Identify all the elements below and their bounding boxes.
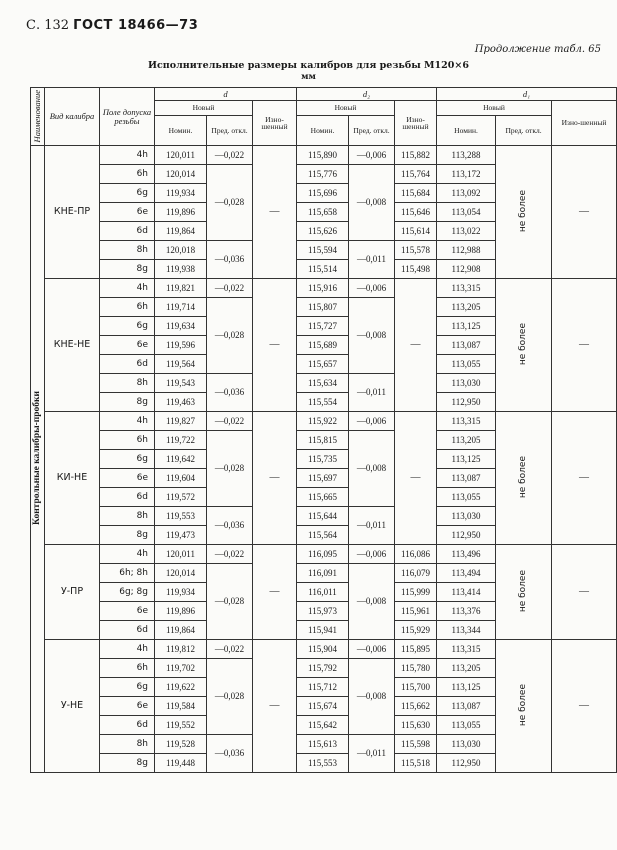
- d1-nominal-cell: 113,125: [437, 678, 496, 697]
- d2-nominal-cell: 116,095: [297, 545, 349, 564]
- tolerance-cell: 6h; 8h: [100, 564, 155, 583]
- tolerance-cell: 6h: [100, 165, 155, 184]
- tolerance-cell: 6d: [100, 716, 155, 735]
- tolerance-cell: 6d: [100, 222, 155, 241]
- d1-nominal-cell: 112,908: [437, 260, 496, 279]
- d1-nominal-cell: 113,496: [437, 545, 496, 564]
- d2-nominal-cell: 115,594: [297, 241, 349, 260]
- d1-limit-cell: не более: [496, 545, 552, 640]
- d2-worn-cell: 115,764: [395, 165, 437, 184]
- tolerance-cell: 4h: [100, 146, 155, 165]
- d-nominal-cell: 120,011: [155, 545, 207, 564]
- d2-nominal-cell: 115,634: [297, 374, 349, 393]
- d2-worn-cell: 115,578: [395, 241, 437, 260]
- d2-dev-cell: —0,008: [349, 165, 395, 241]
- d2-nominal-cell: 115,776: [297, 165, 349, 184]
- d2-nominal-cell: 115,665: [297, 488, 349, 507]
- d1-nominal-cell: 113,414: [437, 583, 496, 602]
- tolerance-cell: 6g: [100, 450, 155, 469]
- d-nominal-cell: 119,821: [155, 279, 207, 298]
- tolerance-cell: 8h: [100, 374, 155, 393]
- d2-dev-cell: —0,008: [349, 659, 395, 735]
- d1-worn-cell: —: [552, 146, 617, 279]
- d2-worn-cell: 115,961: [395, 602, 437, 621]
- d2-dev-cell: —0,008: [349, 431, 395, 507]
- d-worn-cell: —: [253, 412, 297, 545]
- d-nominal-cell: 120,014: [155, 564, 207, 583]
- d2-worn-cell: 115,882: [395, 146, 437, 165]
- col-gauge-type-header: Вид калибра: [45, 88, 100, 146]
- d1-limit-cell: не более: [496, 146, 552, 279]
- d2-dev-cell: —0,006: [349, 545, 395, 564]
- d1-worn-cell: —: [552, 640, 617, 773]
- d2-nominal-cell: 115,564: [297, 526, 349, 545]
- d-nominal-cell: 119,604: [155, 469, 207, 488]
- d1-nominal-cell: 113,022: [437, 222, 496, 241]
- d1-nominal-cell: 113,315: [437, 640, 496, 659]
- d1-nominal-cell: 113,087: [437, 336, 496, 355]
- d2-nominal-cell: 115,644: [297, 507, 349, 526]
- d1-nominal-cell: 113,315: [437, 279, 496, 298]
- d-nominal-cell: 119,896: [155, 203, 207, 222]
- d2-nominal-cell: 115,792: [297, 659, 349, 678]
- tolerance-cell: 6h: [100, 659, 155, 678]
- d2-nominal-cell: 115,514: [297, 260, 349, 279]
- d-nominal-cell: 119,934: [155, 184, 207, 203]
- d1-nominal-cell: 112,950: [437, 754, 496, 773]
- d2-nominal-cell: 115,904: [297, 640, 349, 659]
- d2-nominal-cell: 115,922: [297, 412, 349, 431]
- tolerance-cell: 4h: [100, 279, 155, 298]
- d1-limit-cell: не более: [496, 640, 552, 773]
- gauge-type-ki-ne: КИ-НЕ: [45, 412, 100, 545]
- d2-worn-cell: 115,895: [395, 640, 437, 659]
- d-dev-cell: —0,036: [207, 374, 253, 412]
- d1-limit-dev-header: Пред. откл.: [496, 116, 552, 146]
- col-d1-header: d₁: [437, 88, 617, 101]
- gauge-type-kne-ne: КНЕ-НЕ: [45, 279, 100, 412]
- d2-nominal-header: Номин.: [297, 116, 349, 146]
- d2-worn-header: Изно-шенный: [395, 101, 437, 146]
- d2-worn-cell: 115,630: [395, 716, 437, 735]
- d2-new-header: Новый: [297, 101, 395, 116]
- d2-nominal-cell: 115,941: [297, 621, 349, 640]
- d1-nominal-cell: 113,055: [437, 488, 496, 507]
- tolerance-cell: 8h: [100, 735, 155, 754]
- tolerance-cell: 6g: [100, 184, 155, 203]
- tolerance-cell: 6e: [100, 469, 155, 488]
- d2-dev-cell: —0,011: [349, 735, 395, 773]
- col-d2-header: d₂: [297, 88, 437, 101]
- tolerance-cell: 4h: [100, 545, 155, 564]
- d2-nominal-cell: 115,674: [297, 697, 349, 716]
- d-nominal-cell: 119,722: [155, 431, 207, 450]
- d1-nominal-cell: 113,125: [437, 450, 496, 469]
- d2-worn-cell: 116,086: [395, 545, 437, 564]
- d-dev-cell: —0,028: [207, 165, 253, 241]
- d-nominal-cell: 119,702: [155, 659, 207, 678]
- d1-nominal-cell: 113,205: [437, 431, 496, 450]
- d1-worn-header: Изно-шенный: [552, 101, 617, 146]
- d-limit-dev-header: Пред. откл.: [207, 116, 253, 146]
- d1-nominal-cell: 113,092: [437, 184, 496, 203]
- table-row: [31, 412, 617, 431]
- tolerance-cell: 8h: [100, 507, 155, 526]
- d-nominal-cell: 119,714: [155, 298, 207, 317]
- d-nominal-cell: 119,934: [155, 583, 207, 602]
- d-nominal-cell: 119,463: [155, 393, 207, 412]
- d2-nominal-cell: 115,658: [297, 203, 349, 222]
- d2-nominal-cell: 115,973: [297, 602, 349, 621]
- d1-nominal-cell: 113,030: [437, 374, 496, 393]
- d2-nominal-cell: 115,626: [297, 222, 349, 241]
- d-nominal-cell: 119,864: [155, 621, 207, 640]
- d2-dev-cell: —0,006: [349, 640, 395, 659]
- d-dev-cell: —0,022: [207, 545, 253, 564]
- d-nominal-cell: 119,634: [155, 317, 207, 336]
- d2-dev-cell: —0,011: [349, 241, 395, 279]
- d1-limit-cell: не более: [496, 412, 552, 545]
- d-new-header: Новый: [155, 101, 253, 116]
- d-nominal-cell: 119,812: [155, 640, 207, 659]
- d-dev-cell: —0,028: [207, 298, 253, 374]
- d2-dev-cell: —0,008: [349, 564, 395, 640]
- d-nominal-header: Номин.: [155, 116, 207, 146]
- d2-worn-cell: —: [395, 279, 437, 412]
- d2-dev-cell: —0,011: [349, 507, 395, 545]
- d2-nominal-cell: 115,553: [297, 754, 349, 773]
- d2-dev-cell: —0,006: [349, 279, 395, 298]
- tolerance-cell: 4h: [100, 412, 155, 431]
- d-worn-cell: —: [253, 146, 297, 279]
- d1-nominal-cell: 113,172: [437, 165, 496, 184]
- d2-worn-cell: —: [395, 412, 437, 545]
- d2-worn-cell: 115,598: [395, 735, 437, 754]
- d1-nominal-cell: 113,055: [437, 716, 496, 735]
- gauge-type-u-ne: У-НЕ: [45, 640, 100, 773]
- d2-worn-cell: 115,780: [395, 659, 437, 678]
- d-nominal-cell: 119,622: [155, 678, 207, 697]
- d2-dev-cell: —0,006: [349, 146, 395, 165]
- tolerance-cell: 6e: [100, 697, 155, 716]
- tolerance-cell: 6g: [100, 317, 155, 336]
- d1-nominal-cell: 113,205: [437, 659, 496, 678]
- d2-limit-dev-header: Пред. откл.: [349, 116, 395, 146]
- d1-nominal-cell: 113,030: [437, 735, 496, 754]
- table-body: [31, 146, 617, 773]
- d2-nominal-cell: 115,735: [297, 450, 349, 469]
- tolerance-cell: 6g; 8g: [100, 583, 155, 602]
- d2-nominal-cell: 116,011: [297, 583, 349, 602]
- d2-nominal-cell: 115,807: [297, 298, 349, 317]
- d1-worn-cell: —: [552, 545, 617, 640]
- d1-nominal-cell: 113,344: [437, 621, 496, 640]
- tolerance-cell: 6e: [100, 203, 155, 222]
- d-dev-cell: —0,022: [207, 279, 253, 298]
- table-continuation-note: Продолжение табл. 65: [474, 44, 601, 55]
- d2-nominal-cell: 115,642: [297, 716, 349, 735]
- gauge-type-kne-pr: КНЕ-ПР: [45, 146, 100, 279]
- d2-nominal-cell: 115,916: [297, 279, 349, 298]
- d-nominal-cell: 119,896: [155, 602, 207, 621]
- d-nominal-cell: 119,553: [155, 507, 207, 526]
- d2-worn-cell: 115,929: [395, 621, 437, 640]
- tolerance-cell: 8g: [100, 393, 155, 412]
- d2-worn-cell: 115,684: [395, 184, 437, 203]
- d1-new-header: Новый: [437, 101, 552, 116]
- tolerance-cell: 8g: [100, 260, 155, 279]
- page-header: [26, 18, 198, 33]
- d2-nominal-cell: 115,697: [297, 469, 349, 488]
- d1-nominal-cell: 112,950: [437, 526, 496, 545]
- d-dev-cell: —0,022: [207, 146, 253, 165]
- d-nominal-cell: 119,584: [155, 697, 207, 716]
- tolerance-cell: 8g: [100, 754, 155, 773]
- col-tolerance-header: Поле допуска резьбы: [100, 88, 155, 146]
- standard-code: ГОСТ 18466—73: [73, 18, 199, 33]
- d-nominal-cell: 119,448: [155, 754, 207, 773]
- d1-nominal-cell: 113,055: [437, 355, 496, 374]
- d1-nominal-cell: 112,988: [437, 241, 496, 260]
- table-row: [31, 640, 617, 659]
- tolerance-cell: 4h: [100, 640, 155, 659]
- d2-worn-cell: 115,614: [395, 222, 437, 241]
- d2-nominal-cell: 116,091: [297, 564, 349, 583]
- d1-worn-cell: —: [552, 279, 617, 412]
- d1-nominal-cell: 112,950: [437, 393, 496, 412]
- d-nominal-cell: 119,642: [155, 450, 207, 469]
- table-row: [31, 279, 617, 298]
- d-nominal-cell: 119,552: [155, 716, 207, 735]
- d1-nominal-cell: 113,125: [437, 317, 496, 336]
- d-nominal-cell: 120,018: [155, 241, 207, 260]
- d1-nominal-cell: 113,315: [437, 412, 496, 431]
- d1-nominal-cell: 113,288: [437, 146, 496, 165]
- d2-dev-cell: —0,008: [349, 298, 395, 374]
- table-row: [31, 545, 617, 564]
- d1-nominal-cell: 113,376: [437, 602, 496, 621]
- category-label: Контрольные калибры-пробки: [31, 146, 45, 773]
- tolerance-cell: 8g: [100, 526, 155, 545]
- page-number: С. 132: [26, 18, 70, 33]
- tolerance-cell: 6e: [100, 602, 155, 621]
- d2-nominal-cell: 115,890: [297, 146, 349, 165]
- d2-dev-cell: —0,006: [349, 412, 395, 431]
- tolerance-cell: 8h: [100, 241, 155, 260]
- d-nominal-cell: 120,014: [155, 165, 207, 184]
- tolerance-cell: 6d: [100, 488, 155, 507]
- d1-nominal-cell: 113,494: [437, 564, 496, 583]
- tolerance-cell: 6d: [100, 355, 155, 374]
- d1-nominal-cell: 113,087: [437, 469, 496, 488]
- d1-nominal-cell: 113,205: [437, 298, 496, 317]
- col-d-header: d: [155, 88, 297, 101]
- d2-nominal-cell: 115,712: [297, 678, 349, 697]
- d-nominal-cell: 119,864: [155, 222, 207, 241]
- d2-worn-cell: 115,662: [395, 697, 437, 716]
- d-worn-cell: —: [253, 545, 297, 640]
- d2-worn-cell: 116,079: [395, 564, 437, 583]
- table-title: Исполнительные размеры калибров для резьбы M120×6: [148, 60, 469, 71]
- d-nominal-cell: 119,564: [155, 355, 207, 374]
- d-nominal-cell: 119,543: [155, 374, 207, 393]
- d1-nominal-header: Номин.: [437, 116, 496, 146]
- d2-nominal-cell: 115,613: [297, 735, 349, 754]
- gauge-dimensions-table: [30, 87, 617, 773]
- tolerance-cell: 6e: [100, 336, 155, 355]
- d2-worn-cell: 115,498: [395, 260, 437, 279]
- tolerance-cell: 6h: [100, 431, 155, 450]
- gauge-type-u-pr: У-ПР: [45, 545, 100, 640]
- d2-nominal-cell: 115,696: [297, 184, 349, 203]
- d-nominal-cell: 119,938: [155, 260, 207, 279]
- d-dev-cell: —0,022: [207, 412, 253, 431]
- tolerance-cell: 6d: [100, 621, 155, 640]
- d2-nominal-cell: 115,727: [297, 317, 349, 336]
- table-unit: мм: [301, 72, 316, 82]
- d2-nominal-cell: 115,657: [297, 355, 349, 374]
- d-worn-cell: —: [253, 640, 297, 773]
- table-row: [31, 146, 617, 165]
- d-dev-cell: —0,022: [207, 640, 253, 659]
- d-nominal-cell: 119,528: [155, 735, 207, 754]
- d-nominal-cell: 119,572: [155, 488, 207, 507]
- d1-nominal-cell: 113,054: [437, 203, 496, 222]
- d1-limit-cell: не более: [496, 279, 552, 412]
- d2-dev-cell: —0,011: [349, 374, 395, 412]
- d-nominal-cell: 119,827: [155, 412, 207, 431]
- tolerance-cell: 6g: [100, 678, 155, 697]
- d2-nominal-cell: 115,815: [297, 431, 349, 450]
- d-worn-cell: —: [253, 279, 297, 412]
- d-nominal-cell: 119,473: [155, 526, 207, 545]
- d1-nominal-cell: 113,030: [437, 507, 496, 526]
- d-nominal-cell: 120,011: [155, 146, 207, 165]
- d2-worn-cell: 115,700: [395, 678, 437, 697]
- d-nominal-cell: 119,596: [155, 336, 207, 355]
- d-worn-header: Изно-шенный: [253, 101, 297, 146]
- d2-nominal-cell: 115,689: [297, 336, 349, 355]
- d-dev-cell: —0,028: [207, 659, 253, 735]
- d2-worn-cell: 115,518: [395, 754, 437, 773]
- d-dev-cell: —0,028: [207, 431, 253, 507]
- tolerance-cell: 6h: [100, 298, 155, 317]
- d2-worn-cell: 115,999: [395, 583, 437, 602]
- d1-worn-cell: —: [552, 412, 617, 545]
- d1-nominal-cell: 113,087: [437, 697, 496, 716]
- d-dev-cell: —0,036: [207, 241, 253, 279]
- d2-worn-cell: 115,646: [395, 203, 437, 222]
- d-dev-cell: —0,028: [207, 564, 253, 640]
- d-dev-cell: —0,036: [207, 735, 253, 773]
- d-dev-cell: —0,036: [207, 507, 253, 545]
- col-name-header: Наименование: [31, 88, 45, 146]
- d2-nominal-cell: 115,554: [297, 393, 349, 412]
